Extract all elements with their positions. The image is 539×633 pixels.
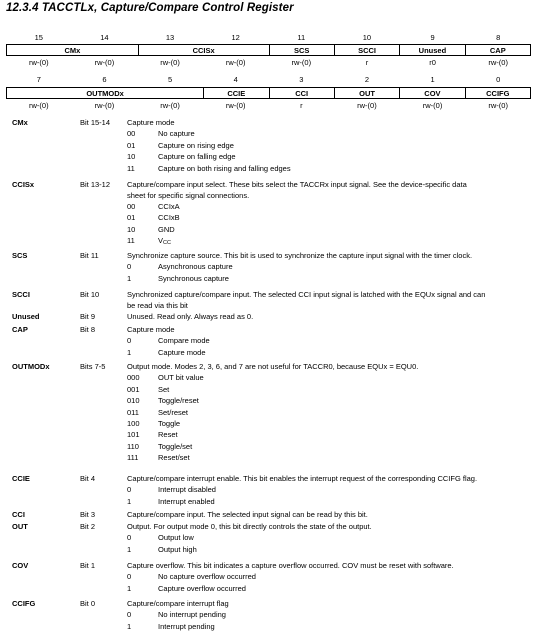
value-code: 1 (127, 347, 132, 357)
field-summary: Capture/compare interrupt flag (127, 599, 229, 608)
lower-access: rw-(0) (160, 101, 180, 110)
field-name-ccisx: CCISx (12, 180, 35, 189)
lower-bit-number: 3 (299, 75, 304, 84)
upper-bit-number: 11 (297, 33, 306, 42)
value-meaning: Interrupt pending (158, 621, 215, 631)
lower-bit-number: 4 (233, 75, 238, 84)
value-meaning: Capture overflow occurred (158, 583, 246, 593)
value-meaning: GND (158, 224, 175, 234)
upper-bit-number: 10 (362, 33, 372, 42)
field-bits: Bit 11 (80, 251, 99, 260)
lower-bit-number: 1 (430, 75, 435, 84)
upper-access: rw-(0) (488, 58, 508, 67)
field-name-unused: Unused (12, 312, 40, 321)
value-code: 101 (127, 430, 140, 440)
field-summary-cont: sheet for specific signal connections. (127, 190, 250, 200)
upper-access: rw-(0) (94, 58, 115, 67)
lower-field-cci: CCI (269, 88, 334, 98)
lower-access: rw-(0) (422, 101, 443, 110)
lower-field-outmodx: OUTMODx (86, 89, 124, 98)
field-name-scci: SCCI (12, 290, 30, 299)
field-bits: Bit 10 (80, 290, 100, 299)
value-meaning: No interrupt pending (158, 610, 226, 620)
lower-bit-number: 7 (36, 75, 41, 84)
value-meaning: Synchronous capture (158, 273, 229, 283)
value-code: 10 (127, 152, 136, 162)
value-meaning: Capture mode (158, 347, 206, 357)
value-code: 0 (127, 572, 132, 582)
lower-field-ccifg: CCIFG (465, 88, 530, 98)
value-code: 01 (127, 140, 136, 150)
lower-field-row (6, 87, 531, 99)
upper-field-scci: SCCI (334, 45, 399, 55)
value-meaning: OUT bit value (158, 373, 204, 383)
value-code: 0 (127, 533, 132, 543)
field-summary: Unused. Read only. Always read as 0. (127, 312, 254, 321)
value-meaning: CCIxA (158, 202, 180, 211)
value-code: 1 (127, 583, 132, 593)
lower-access: rw-(0) (225, 101, 246, 110)
upper-bit-number: 14 (100, 33, 109, 42)
field-bits: Bit 9 (80, 312, 96, 321)
lower-access: r (300, 101, 303, 110)
upper-access: rw-(0) (225, 58, 246, 67)
value-meaning: Asynchronous capture (158, 262, 233, 272)
value-code: 0 (127, 262, 132, 272)
upper-bit-number: 8 (496, 33, 501, 42)
field-bits: Bit 2 (80, 522, 96, 531)
field-name-cap: CAP (12, 325, 28, 334)
value-meaning: Output high (158, 544, 197, 554)
upper-field-scs: SCS (269, 45, 334, 55)
value-meaning: Set/reset (158, 407, 189, 417)
value-meaning (158, 236, 171, 246)
upper-access: r (365, 58, 369, 67)
value-code: 11 (127, 163, 135, 173)
value-code: 110 (127, 441, 139, 451)
upper-access: r0 (429, 58, 436, 67)
value-code: 00 (127, 129, 136, 139)
field-bits: Bit 15-14 (80, 118, 111, 127)
value-code: 000 (127, 373, 140, 383)
upper-field-unused: Unused (399, 45, 464, 55)
value-meaning: Toggle/set (158, 441, 193, 451)
field-name-scs: SCS (12, 251, 28, 260)
value-code: 001 (127, 384, 140, 394)
field-bits: Bit 4 (80, 474, 96, 483)
lower-access: rw-(0) (488, 101, 508, 110)
field-summary: Synchronize capture source. This bit is used to synchronize the capture input signal with the timer clock. (127, 251, 473, 260)
value-code: 1 (127, 544, 132, 554)
value-meaning: Reset/set (158, 453, 190, 463)
value-code: 00 (127, 202, 136, 211)
value-code: 111 (127, 453, 139, 463)
upper-bit-number: 15 (34, 33, 43, 42)
value-meaning: Capture on rising edge (158, 140, 234, 150)
value-meaning: Compare mode (158, 336, 210, 346)
upper-field-ccisx: CCISx (138, 45, 269, 55)
field-summary-cont: be read via this bit (127, 300, 188, 310)
lower-access: rw-(0) (29, 101, 49, 110)
upper-bit-number: 12 (231, 33, 240, 42)
field-name-out: OUT (12, 522, 28, 531)
field-name-cov: COV (12, 561, 29, 570)
field-summary: Capture/compare input select. These bits select the TACCRx input signal. See the device-specific data (127, 180, 467, 189)
value-code: 011 (127, 407, 139, 417)
upper-field-row (6, 44, 531, 56)
upper-access: rw-(0) (291, 58, 312, 67)
lower-bit-number: 5 (167, 75, 173, 84)
value-meaning: CCIxB (158, 213, 180, 223)
value-meaning: Toggle/reset (158, 396, 199, 406)
value-code: 010 (127, 396, 140, 406)
lower-access: rw-(0) (357, 101, 377, 110)
value-code: 0 (127, 336, 132, 346)
upper-field-cap: CAP (465, 45, 530, 55)
value-meaning: Interrupt enabled (158, 496, 215, 506)
field-summary: Synchronized capture/compare input. The selected CCI input signal is latched with the EQUx signal and can (127, 290, 486, 299)
lower-field-cov: COV (399, 88, 464, 98)
field-summary: Output mode. Modes 2, 3, 6, and 7 are not useful for TACCR0, because EQUx = EQU0. (127, 362, 419, 371)
value-code: 1 (127, 273, 132, 283)
value-meaning: No capture (158, 129, 195, 139)
value-code: 0 (127, 485, 132, 495)
field-summary: Output. For output mode 0, this bit directly controls the state of the output. (127, 522, 372, 531)
upper-bit-number: 13 (165, 33, 175, 42)
field-summary: Capture mode (127, 118, 175, 127)
upper-bit-number: 9 (430, 33, 435, 42)
field-name-outmodx: OUTMODx (12, 362, 50, 371)
value-code: 0 (127, 610, 132, 620)
value-meaning: Interrupt disabled (158, 485, 216, 495)
field-summary: Capture mode (127, 325, 175, 334)
field-name-ccie: CCIE (12, 474, 30, 483)
value-meaning: Set (158, 384, 170, 394)
lower-bit-number: 6 (102, 75, 107, 84)
value-meaning: Capture on both rising and falling edges (158, 163, 291, 173)
value-meaning: Reset (158, 430, 178, 440)
lower-field-ccie: CCIE (203, 88, 268, 98)
field-bits: Bit 8 (80, 325, 96, 334)
field-summary: Capture overflow. This bit indicates a capture overflow occurred. COV must be reset with software. (127, 561, 454, 570)
field-bits: Bits 7-5 (80, 362, 106, 371)
field-bits: Bit 0 (80, 599, 96, 608)
value-meaning: Output low (158, 533, 194, 543)
lower-field-out: OUT (334, 88, 399, 98)
value-meaning: Toggle (158, 419, 181, 428)
lower-bit-number: 0 (496, 75, 501, 84)
upper-field-cmx: CMx (64, 46, 81, 55)
field-name-cmx: CMx (12, 118, 28, 127)
value-meaning: Capture on falling edge (158, 152, 236, 162)
vcc-subscript: CC (163, 240, 171, 247)
value-code: 1 (127, 621, 132, 631)
field-bits: Bit 1 (80, 561, 96, 570)
upper-access: rw-(0) (160, 58, 180, 67)
vcc-label: V (158, 236, 164, 246)
field-bits: Bit 13-12 (80, 180, 111, 189)
upper-access: rw-(0) (29, 58, 49, 67)
lower-access: rw-(0) (94, 101, 115, 110)
value-code: 11 (127, 236, 135, 246)
field-name-cci: CCI (12, 510, 25, 519)
field-summary: Capture/compare input. The selected input signal can be read by this bit. (127, 510, 368, 519)
value-code: 10 (127, 224, 136, 234)
field-name-ccifg: CCIFG (12, 599, 36, 608)
value-code: 100 (127, 419, 140, 428)
field-bits: Bit 3 (80, 510, 96, 519)
field-summary: Capture/compare interrupt enable. This bit enables the interrupt request of the corresponding CCIFG flag. (127, 474, 478, 483)
value-code: 1 (127, 496, 132, 506)
lower-bit-number: 2 (364, 75, 370, 84)
page-title: 12.3.4 TACCTLx, Capture/Compare Control Register (6, 2, 294, 14)
value-meaning: No capture overflow occurred (158, 572, 256, 582)
value-code: 01 (127, 213, 136, 223)
